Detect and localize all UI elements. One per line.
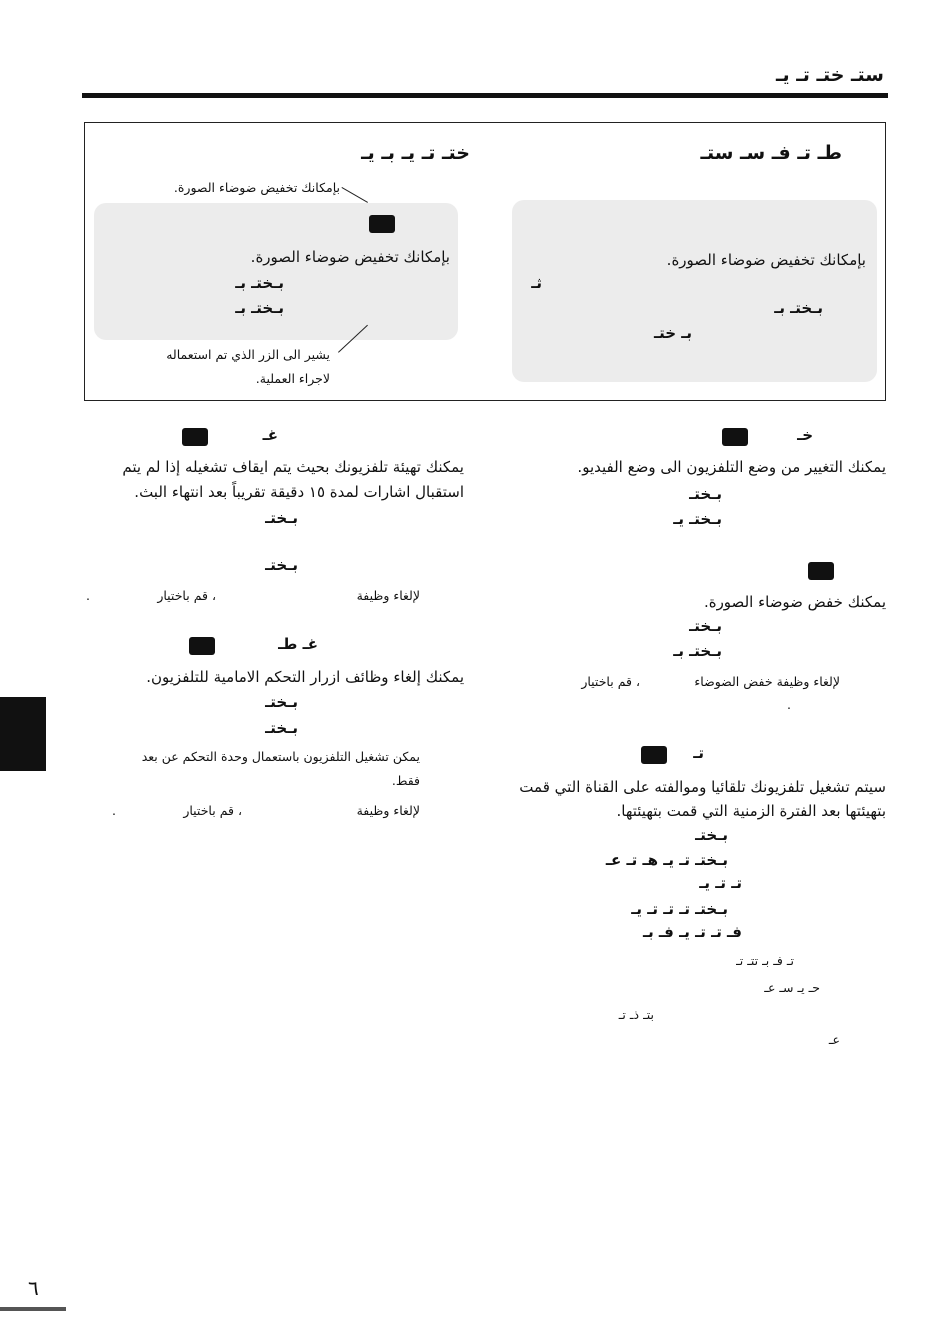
legend-left-panel — [512, 200, 877, 382]
button-symbol — [808, 562, 834, 580]
section-desc: بتهيئتها بعد الفترة الزمنية التي قمت بتهيئتها. — [616, 802, 886, 820]
legend-right-line1: بـختـ بـ — [235, 274, 284, 292]
note-cancel-choose: ، قم باختيار — [157, 588, 216, 603]
legend-left-heading: طـ تـ فـ سـ ستـ — [700, 142, 842, 164]
note-line: فقط. — [391, 773, 420, 788]
callout-top-label: بإمكانك تخفيض ضوضاء الصورة. — [173, 180, 340, 195]
legend-left-line1: بـختـ بـ — [774, 299, 823, 317]
button-symbol — [641, 746, 667, 764]
legend-right-desc: بإمكانك تخفيض ضوضاء الصورة. — [250, 248, 450, 266]
note-cancel-choose: ، قم باختيار — [581, 674, 640, 689]
step-line: بـختـ — [689, 485, 722, 503]
note-period: . — [86, 588, 90, 603]
note-line: يمكن تشغيل التلفزيون باستعمال وحدة التحكم عن بعد — [141, 749, 420, 764]
chapter-tab — [0, 697, 46, 771]
button-symbol — [189, 637, 215, 655]
legend-right-heading: ختـ تـ يـ بـ يـ — [361, 142, 470, 164]
legend-left-line2: بـ ختـ — [653, 324, 692, 342]
callout-bottom-1: يشير الى الزر الذي تم استعماله — [166, 347, 330, 362]
step-line: تـ تـ يـ — [699, 874, 742, 892]
step-line: بـختـ تـ يـ هـ تـ عـ — [605, 851, 728, 869]
section-title: تـ — [693, 744, 704, 762]
legend-left-frag: ثـ — [531, 274, 542, 292]
note-line: بتـ ذـ تـ — [618, 1007, 654, 1022]
section-title: خـ — [797, 426, 813, 444]
note-period: . — [112, 803, 116, 818]
note-cancel-choose: ، قم باختيار — [183, 803, 242, 818]
page-title: ستـ ختـ تـ يـ — [776, 64, 884, 86]
step-line: بـختـ — [689, 617, 722, 635]
legend-right-panel — [94, 203, 458, 340]
note-line: تـ فـ بـ تتـ تـ — [736, 953, 794, 968]
step-line: فـ تـ تـ يـ فـ بـ — [642, 923, 742, 941]
legend-right-line2: بـختـ بـ — [235, 299, 284, 317]
section-desc: يمكنك إلغاء وظائف ازرار التحكم الامامية للتلفزيون. — [146, 668, 464, 686]
note-line: عـ — [828, 1032, 840, 1047]
section-title: غـ — [262, 426, 278, 444]
section-title: غـ طـ — [278, 635, 318, 653]
note-cancel-nr: لإلغاء وظيفة خفض الضوضاء — [694, 674, 840, 689]
button-symbol — [182, 428, 208, 446]
step-line: بـختـ — [265, 509, 298, 527]
note-cancel-sleep: لإلغاء وظيفة — [356, 588, 420, 603]
step-line: بـختـ — [265, 719, 298, 737]
section-desc: استقبال اشارات لمدة ١٥ دقيقة تقريباً بعد انتهاء البث. — [134, 483, 464, 501]
note-line: حـ يـ سـ عـ — [764, 980, 820, 995]
section-desc: يمكنك خفض ضوضاء الصورة. — [703, 593, 886, 611]
button-symbol — [369, 215, 395, 233]
section-desc: يمكنك تهيئة تلفزيونك بحيث يتم ايقاف تشغيله إذا لم يتم — [122, 458, 464, 476]
note-cancel-lock: لإلغاء وظيفة — [356, 803, 420, 818]
step-line: بـختـ يـ — [673, 510, 722, 528]
legend-left-desc: بإمكانك تخفيض ضوضاء الصورة. — [666, 251, 866, 269]
section-desc: سيتم تشغيل تلفزيونك تلقائيا وموالفته على القناة التي قمت — [519, 778, 886, 796]
header-rule — [82, 93, 888, 98]
step-line: بـختـ — [265, 693, 298, 711]
step-line: بـختـ تـ تـ تـ يـ — [631, 900, 728, 918]
note-period: . — [787, 697, 791, 712]
page-number: ٦ — [28, 1276, 39, 1300]
button-symbol — [722, 428, 748, 446]
step-line: بـختـ بـ — [673, 642, 722, 660]
step-line: بـختـ — [695, 826, 728, 844]
footer-bar — [0, 1307, 66, 1311]
callout-bottom-2: لاجراء العملية. — [255, 371, 330, 386]
section-desc: يمكنك التغيير من وضع التلفزيون الى وضع الفيديو. — [577, 458, 886, 476]
step-line: بـختـ — [265, 556, 298, 574]
